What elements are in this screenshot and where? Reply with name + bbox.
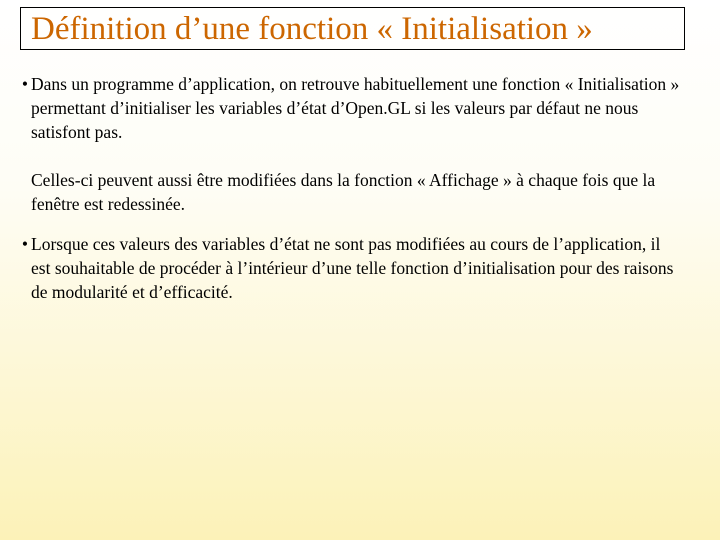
slide-body xyxy=(20,72,680,304)
paragraph-1: Dans un programme d’application, on retrouve habituellement une fonction « Initialisation » permettant d’initialiser les variables d’état d’Open.GL si les valeurs par défaut ne nous satisfont pas. xyxy=(31,74,680,142)
bullet-item-2 xyxy=(20,232,680,304)
paragraph-3: Lorsque ces valeurs des variables d’état ne sont pas modifiées au cours de l’application, il est souhaitable de procéder à l’intérieur d’une telle fonction d’initialisation pour des raisons de modularité et d’efficacité. xyxy=(31,234,674,302)
title-box xyxy=(20,7,685,50)
bullet-icon: • xyxy=(21,74,29,94)
sub-paragraph xyxy=(20,168,680,216)
slide-title: Définition d’une fonction « Initialisation » xyxy=(31,11,593,47)
paragraph-2: Celles-ci peuvent aussi être modifiées dans la fonction « Affichage » à chaque fois que la fenêtre est redessinée. xyxy=(31,170,656,214)
bullet-icon: • xyxy=(21,234,29,254)
bullet-item-1 xyxy=(20,72,680,144)
